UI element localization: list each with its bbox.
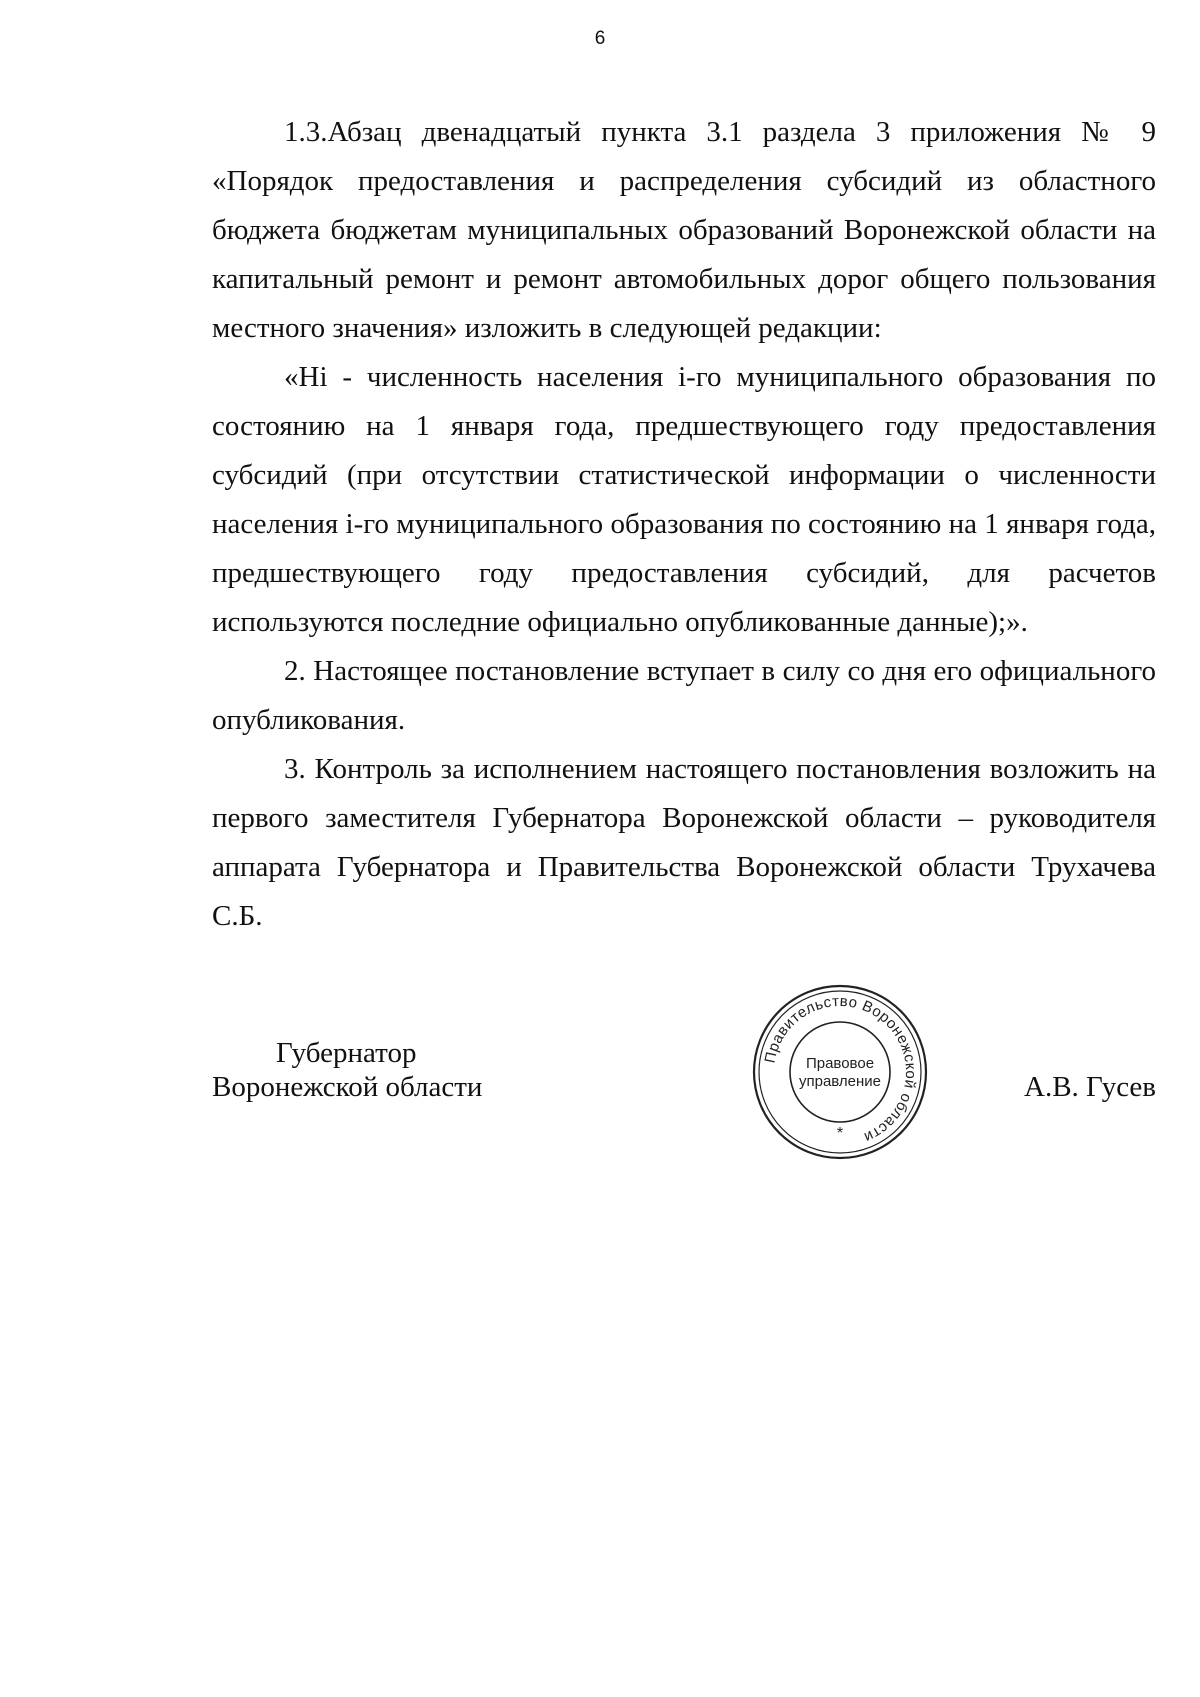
seal-outer-text: Правительство Воронежской области <box>761 992 920 1146</box>
signature-block <box>212 992 1156 1182</box>
seal-inner-line2: управление <box>798 1073 882 1090</box>
seal-graphic <box>750 982 930 1162</box>
official-seal <box>750 982 930 1162</box>
signatory-title <box>212 1036 482 1104</box>
paragraph-formula-definition: «Нi - численность населения i-го муниципального образования по состоянию на 1 января года, предшествующего году предоставления субсидий (при отсутствии статистической информации о численности населения i-го муниципального образования по состоянию на 1 января года, предшествующего году предоставления субсидий, для расчетов используются последние официально опубликованные данные);». <box>212 361 1156 638</box>
document-body <box>212 108 1156 941</box>
seal-inner-line1: Правовое <box>805 1055 875 1072</box>
paragraph-2: 2. Настоящее постановление вступает в силу со дня его официального опубликования. <box>212 655 1156 736</box>
signatory-title-line1: Губернатор <box>276 1037 417 1069</box>
signatory-title-line2: Воронежской области <box>212 1071 483 1103</box>
paragraph-1-3: 1.3.Абзац двенадцатый пункта 3.1 раздела 3 приложения № 9 «Порядок предоставления и распределения субсидий из областного бюджета бюджетам муниципальных образований Воронежской области на капитальный ремонт и ремонт автомобильных дорог общего пользования местного значения» изложить в следующей редакции: <box>212 116 1156 344</box>
page-number: 6 <box>594 28 606 49</box>
paragraph-3: 3. Контроль за исполнением настоящего постановления возложить на первого заместителя Губернатора Воронежской области – руководителя аппарата Губернатора и Правительства Воронежской области Трухачева С.Б. <box>212 753 1156 932</box>
signatory-name: А.В. Гусев <box>1024 1071 1156 1103</box>
seal-star: * <box>836 1125 844 1142</box>
